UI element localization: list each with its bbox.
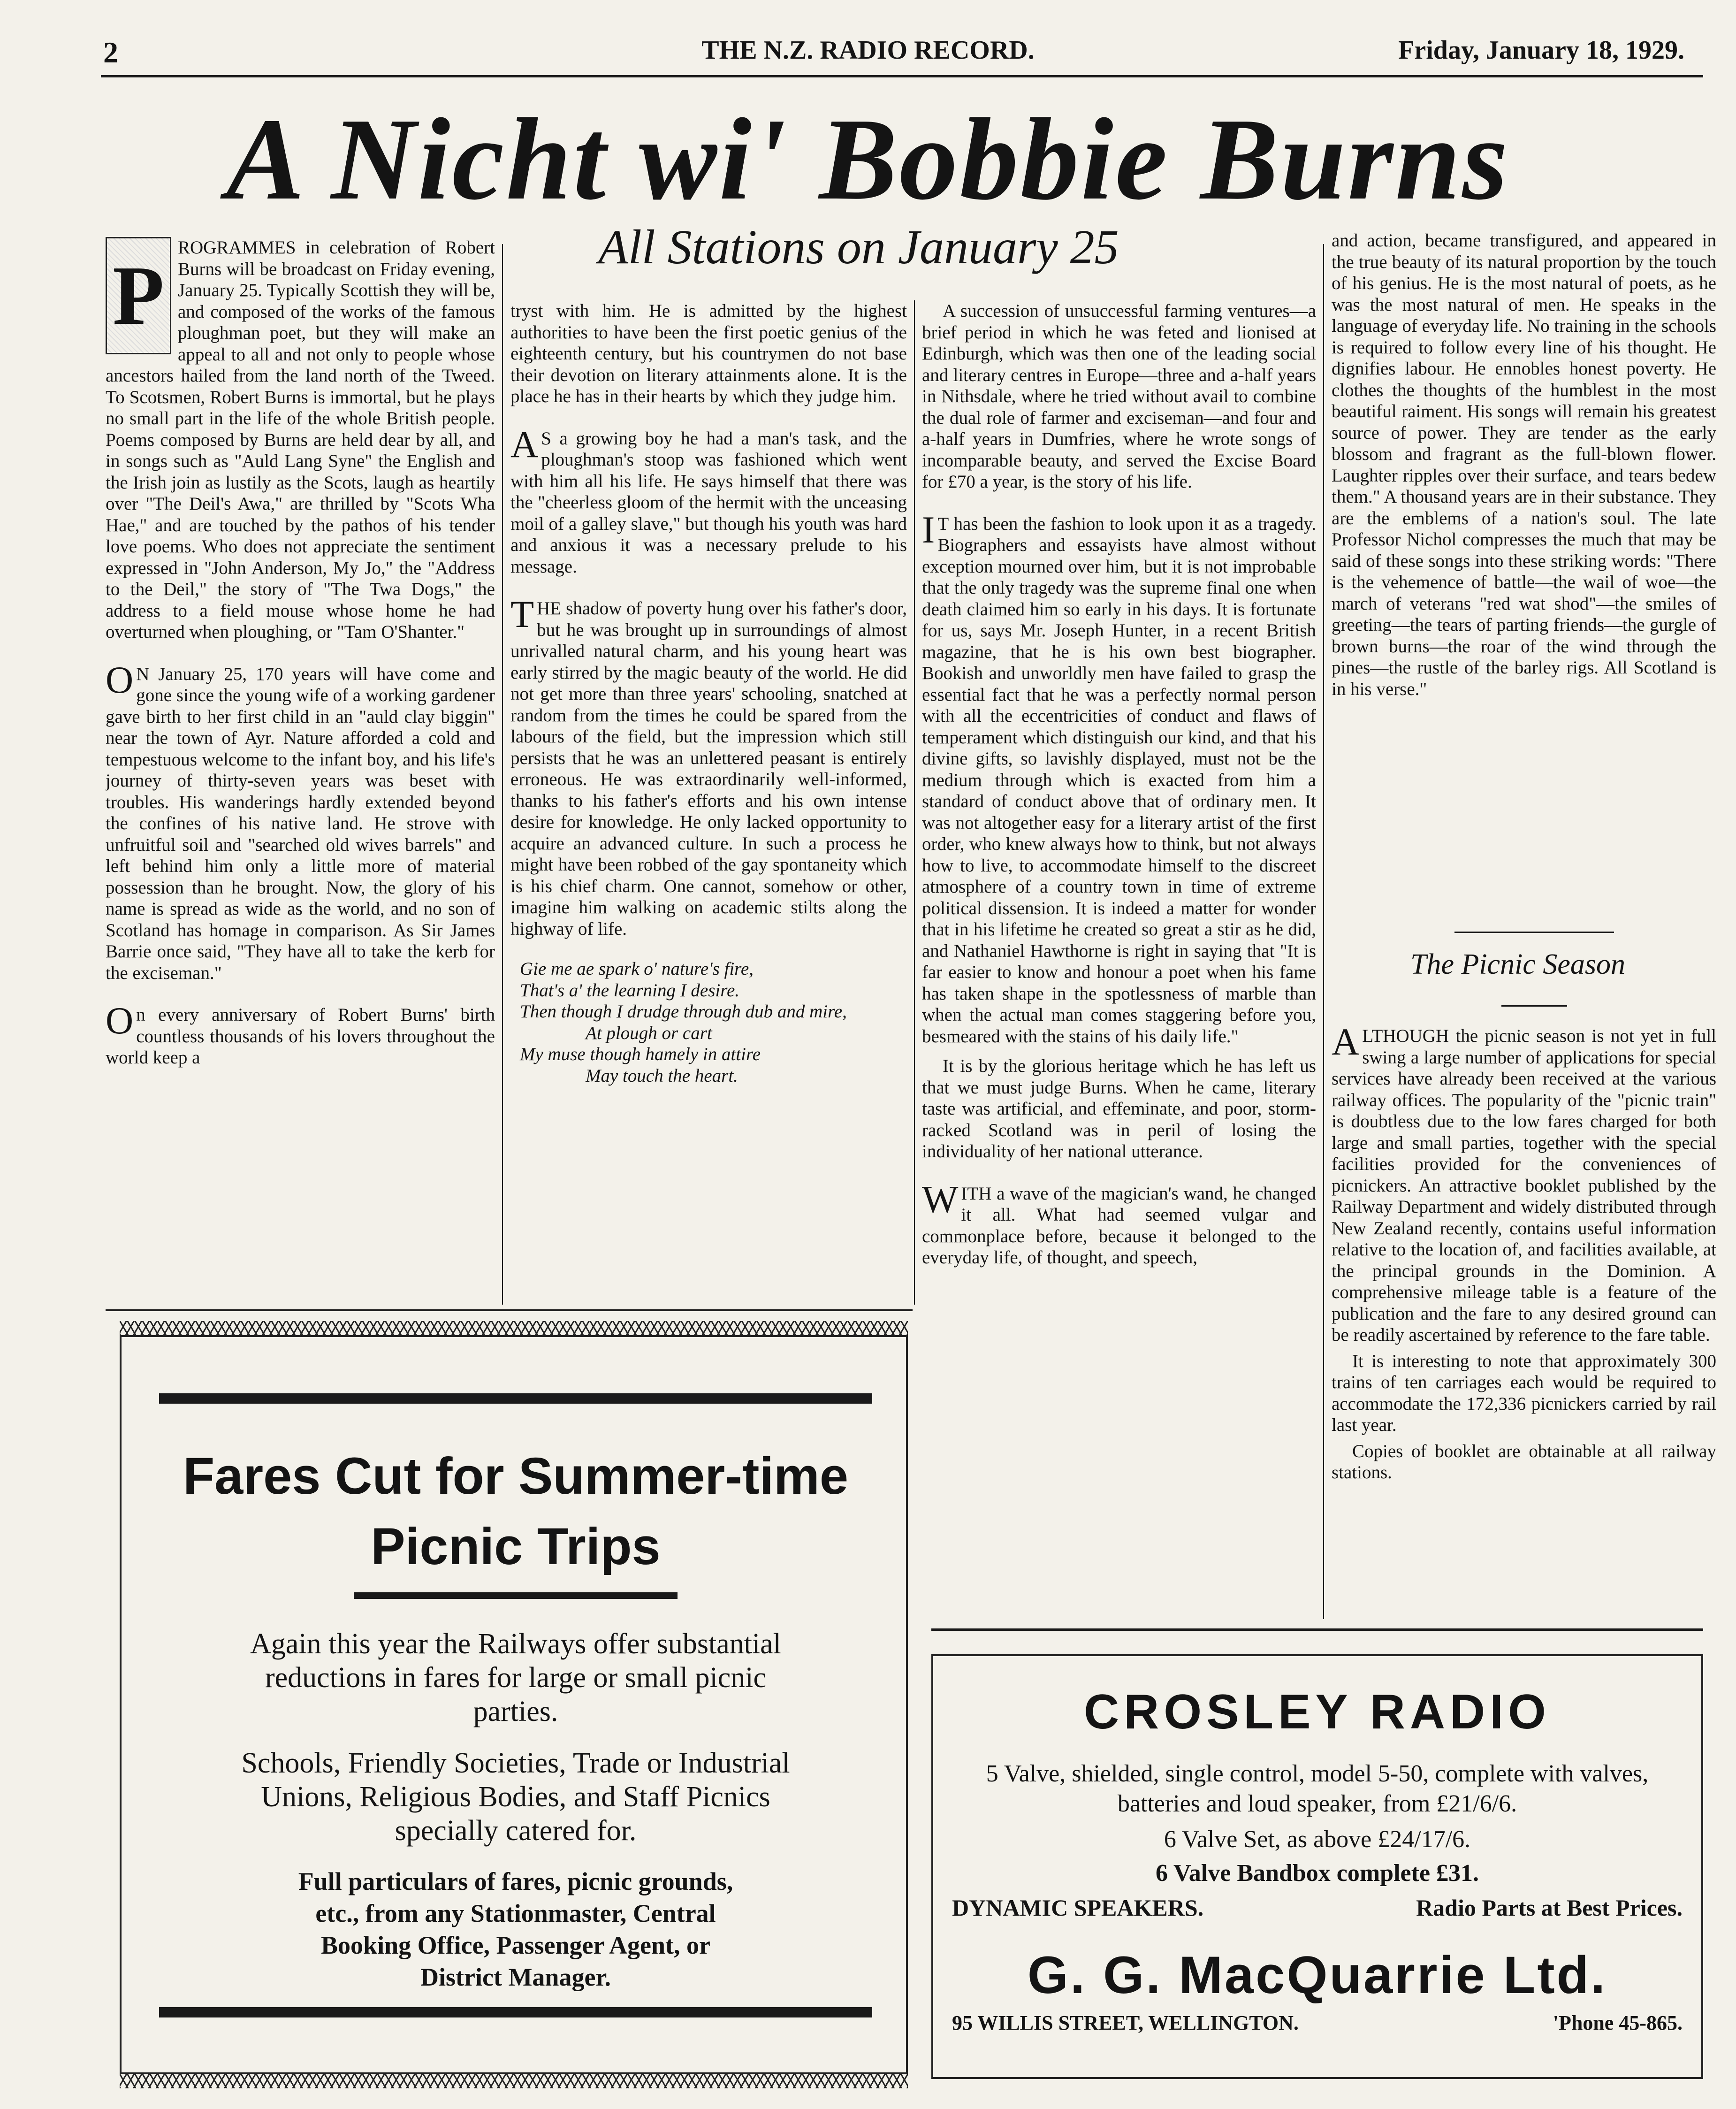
section-rule	[1501, 1005, 1567, 1007]
article-title: A Nicht wi' Bobbie Burns	[226, 94, 1510, 224]
paragraph: IT has been the fashion to look upon it as a tragedy. Biographers and essayists have almost without exception mourned over him, but it is not improbable that the only tragedy was the supreme final one when death claimed him so early in his days. It is fortunate for us, says Mr. Joseph Hunter, in a recent British magazine, that he is his own best biographer. Bookish and unworldly men have failed to grasp the essential fact that he was a perfectly normal person with all the eccentricities of conduct and flaws of temperament which distinguish our kind, and that his divine gifts, so lavishly displayed, must not be the medium through which is exacted from him a standard of conduct above that of ordinary men. It was not altogether easy for a literary artist of the first order, who knew always how to think, but not always how to live, to accommodate himself to the discreet atmosphere of a country town in time of extreme political dissension. It is indeed a matter for wonder that in his lifetime he created so great a stir as he did, and Nathaniel Hawthorne is right in saying that "It is far easier to know and honour a poet when his fame has taken shape in the spotlessness of marble than when the actual man comes staggering before you, besmeared with the stains of his daily life."	[922, 508, 1316, 1047]
paragraph: THE shadow of poverty hung over his father's door, but he was brought up in surroundings of almost unrivalled natural charm, and his young heart was early stirred by the magic beauty of the world. He did not get more than three years' schooling, snatched at random from the times he could be spared from the labours of the field, but the impression which still persists that he was an unlettered peasant is entirely erroneous. He was extraordinarily well-informed, thanks to his father's efforts and his own intense desire for knowledge. He only lacked opportunity to acquire an advanced culture. In such a process he might have been robbed of the gay spontaneity which is his chief charm. One cannot, somehow or other, imagine him walking on academic stilts along the highway of life.	[510, 593, 907, 939]
article-column-1	[106, 237, 495, 1302]
paragraph: Copies of booklet are obtainable at all railway stations.	[1332, 1441, 1716, 1482]
paragraph: tryst with him. He is admitted by the highest authorities to have been the first poetic genius of the eighteenth century, but his countrymen do not base their devotion on literary attainments alone. It is the place he has in their hearts by which they judge him.	[510, 301, 907, 406]
paragraph: On every anniversary of Robert Burns' birth countless thousands of his lovers throughout the world keep a	[106, 999, 495, 1068]
paragraph: It is by the glorious heritage which he has left us that we must judge Burns. When he came, literary taste was artificial, and effeminate, and poor, storm-racked Scotland was in peril of losing the individuality of her national utterance.	[922, 1056, 1316, 1161]
column-divider	[502, 244, 503, 1305]
poem-excerpt	[510, 958, 907, 1086]
poem-line: My muse though hamely in attire	[520, 1044, 761, 1064]
header-rule	[101, 75, 1703, 77]
crosley-radio-advertisement	[931, 1654, 1703, 2079]
company-phone: 'Phone 45-865.	[1553, 2011, 1683, 2034]
paragraph: ALTHOUGH the picnic season is not yet in full swing a large number of applications for special services have already been received at the various railway offices. The popularity of the "picnic train" is doubtless due to the low fares charged for both large and small parties, together with the special facilities provided for the conveniences of picnickers. An attractive booklet published by the Railway Department and widely distributed through New Zealand recently, contains useful information relative to the location of, and facilities available, at the principal grounds in the Dominion. A comprehensive mileage table is a feature of the publication and the fare to any desired ground can be readily ascertained by reference to the fare table.	[1332, 1025, 1716, 1345]
issue-date: Friday, January 18, 1929.	[1398, 36, 1684, 65]
ad-text: Again this year the Railways offer substantial reductions in fares for large or small picnic parties.	[250, 1628, 781, 1727]
article-column-2	[510, 300, 907, 1305]
ad-frame	[159, 1393, 872, 2017]
picnic-section-heading: The Picnic Season	[1410, 948, 1625, 980]
ad-text: DYNAMIC SPEAKERS.	[952, 1895, 1204, 1921]
ad-text: Radio Parts at Best Prices.	[1416, 1895, 1683, 1921]
railways-advertisement	[120, 1335, 908, 2074]
article-column-3	[922, 300, 1316, 1619]
ad-text: 6 Valve Set, as above £24/17/6.	[1164, 1826, 1471, 1853]
article-subtitle: All Stations on January 25	[598, 220, 1119, 274]
ad-text: 6 Valve Bandbox complete £31.	[1155, 1860, 1479, 1887]
page-number: 2	[103, 36, 118, 69]
company-name: G. G. MacQuarrie Ltd.	[1027, 1946, 1607, 2004]
company-address: 95 WILLIS STREET, WELLINGTON.	[952, 2011, 1299, 2034]
ad-headline: CROSLEY RADIO	[1084, 1685, 1551, 1739]
ad-row	[933, 2011, 1701, 2035]
paragraph: AS a growing boy he had a man's task, and the ploughman's stoop was fashioned which went with him all his life. He says himself that there was the "cheerless gloom of the hermit with the unceasing moil of a galley slave," but though his youth was hard and anxious it was a necessary prelude to his message.	[510, 422, 907, 577]
ad-decorative-border	[120, 1321, 908, 1335]
horizontal-rule	[106, 1309, 913, 1311]
poem-line: That's a' the learning I desire.	[520, 980, 740, 1001]
poem-line: At plough or cart	[586, 1023, 712, 1043]
column-divider	[1323, 244, 1324, 1619]
section-rule	[1454, 932, 1614, 933]
ad-text: Schools, Friendly Societies, Trade or Industrial Unions, Religious Bodies, and Staff Picnics specially catered for.	[241, 1747, 790, 1847]
poem-line: May touch the heart.	[586, 1065, 738, 1086]
paragraph: A succession of unsuccessful farming ventures—a brief period in which he was feted and lionised at Edinburgh, which was then one of the leading social and literary centres in Europe—three and a-half years in Nithsdale, where he tried without avail to combine the dual role of farmer and exciseman—and four and a-half years in Dumfries, where he wrote songs of incomparable beauty, and served the Excise Board for £70 a year, is the story of his life.	[922, 301, 1316, 492]
poem-line: Then though I drudge through dub and mire,	[520, 1001, 847, 1022]
article-column-4	[1332, 230, 1716, 915]
ad-text: Full particulars of fares, picnic grounds, etc., from any Stationmaster, Central Booking Office, Passenger Agent, or District Manager.	[298, 1867, 733, 1991]
picnic-article	[1332, 1025, 1716, 1619]
column-divider	[914, 300, 915, 1305]
ad-headline: Fares Cut for Summer-time Picnic Trips	[183, 1447, 849, 1575]
drop-cap-letter: P	[106, 237, 171, 354]
poem-line: Gie me ae spark o' nature's fire,	[520, 959, 754, 979]
ad-row	[933, 1894, 1701, 1921]
paragraph: ROGRAMMES in celebration of Robert Burns will be broadcast on Friday evening, January 25. Typically Scottish they will be, and composed of the works of the famous ploughman poet, but they will make an appeal to all and not only to people whose ancestors hailed from the land north of the Tweed. To Scotsmen, Robert Burns is immortal, but he plays no small part in the life of the whole British people. Poems composed by Burns are held dear by all, and in songs such as "Auld Lang Syne" the English and the Irish join as lustily as the Scots, laugh as heartily over "The Deil's Awa," are thrilled by "Scots Wha Hae," and are touched by the pathos of his tender love poems. Who does not appreciate the sentiment expressed in "John Anderson, My Jo," the "Address to the Deil," the story of "The Twa Dogs," the address to a field mouse whose home he had overturned when ploughing, or "Tam O'Shanter."	[106, 237, 495, 642]
ad-text: 5 Valve, shielded, single control, model 5-50, complete with valves, batteries and loud speaker, from £21/6/6.	[986, 1760, 1649, 1817]
paragraph: WITH a wave of the magician's wand, he changed it all. What had seemed vulgar and commonplace before, because it belonged to the everyday life, of thought, and speech,	[922, 1177, 1316, 1268]
paragraph: ON January 25, 170 years will have come and gone since the young wife of a working gardener gave birth to her first child in an "auld clay biggin" near the town of Ayr. Nature afforded a cold and tempestuous welcome to the infant boy, and his life's journey of thirty-seven years was beset with troubles. His wanderings hardly extended beyond the confines of his native land. He strove with unfruitful soil and "searched old wives barrels" and left behind him only a little more of material possession than he brought. Now, the glory of his name is spread as wide as the world, and no son of Scotland has homage in comparison. As Sir James Barrie once said, "They have all to take the kerb for the exciseman."	[106, 658, 495, 983]
paragraph: and action, became transfigured, and appeared in the true beauty of its natural proportion by the touch of his genius. He is the most natural of poets, as he was the most natural of men. He speaks in the language of everyday life. No training in the schools is required to follow every line of his thought. He dignifies labour. He ennobles honest poverty. He clothes the thoughts of the humblest in the most beautiful raiment. His songs will remain his greatest source of power. They are tender as the early blossom and fragrant as the full-blown flower. Laughter ripples over their surface, and tears bedew them." A thousand years are in their substance. They are the emblems of a nation's soul. The late Professor Nichol compresses the much that may be said of these songs into these striking words: "There is the vehemence of battle—the wail of woe—the march of veterans "red wat shod"—the smiles of greeting—the tears of parting friends—the gurgle of brown burns—the roar of the wind through the pines—the rustle of the barley rigs. All Scotland is in his verse."	[1332, 230, 1716, 699]
ad-decorative-border	[120, 2074, 908, 2088]
horizontal-rule	[931, 1628, 1703, 1631]
paragraph: It is interesting to note that approximately 300 trains of ten carriages each would be required to accommodate the 172,336 picnickers carried by rail last year.	[1332, 1351, 1716, 1435]
newspaper-name: THE N.Z. RADIO RECORD.	[701, 36, 1035, 65]
ad-rule	[354, 1592, 678, 1599]
